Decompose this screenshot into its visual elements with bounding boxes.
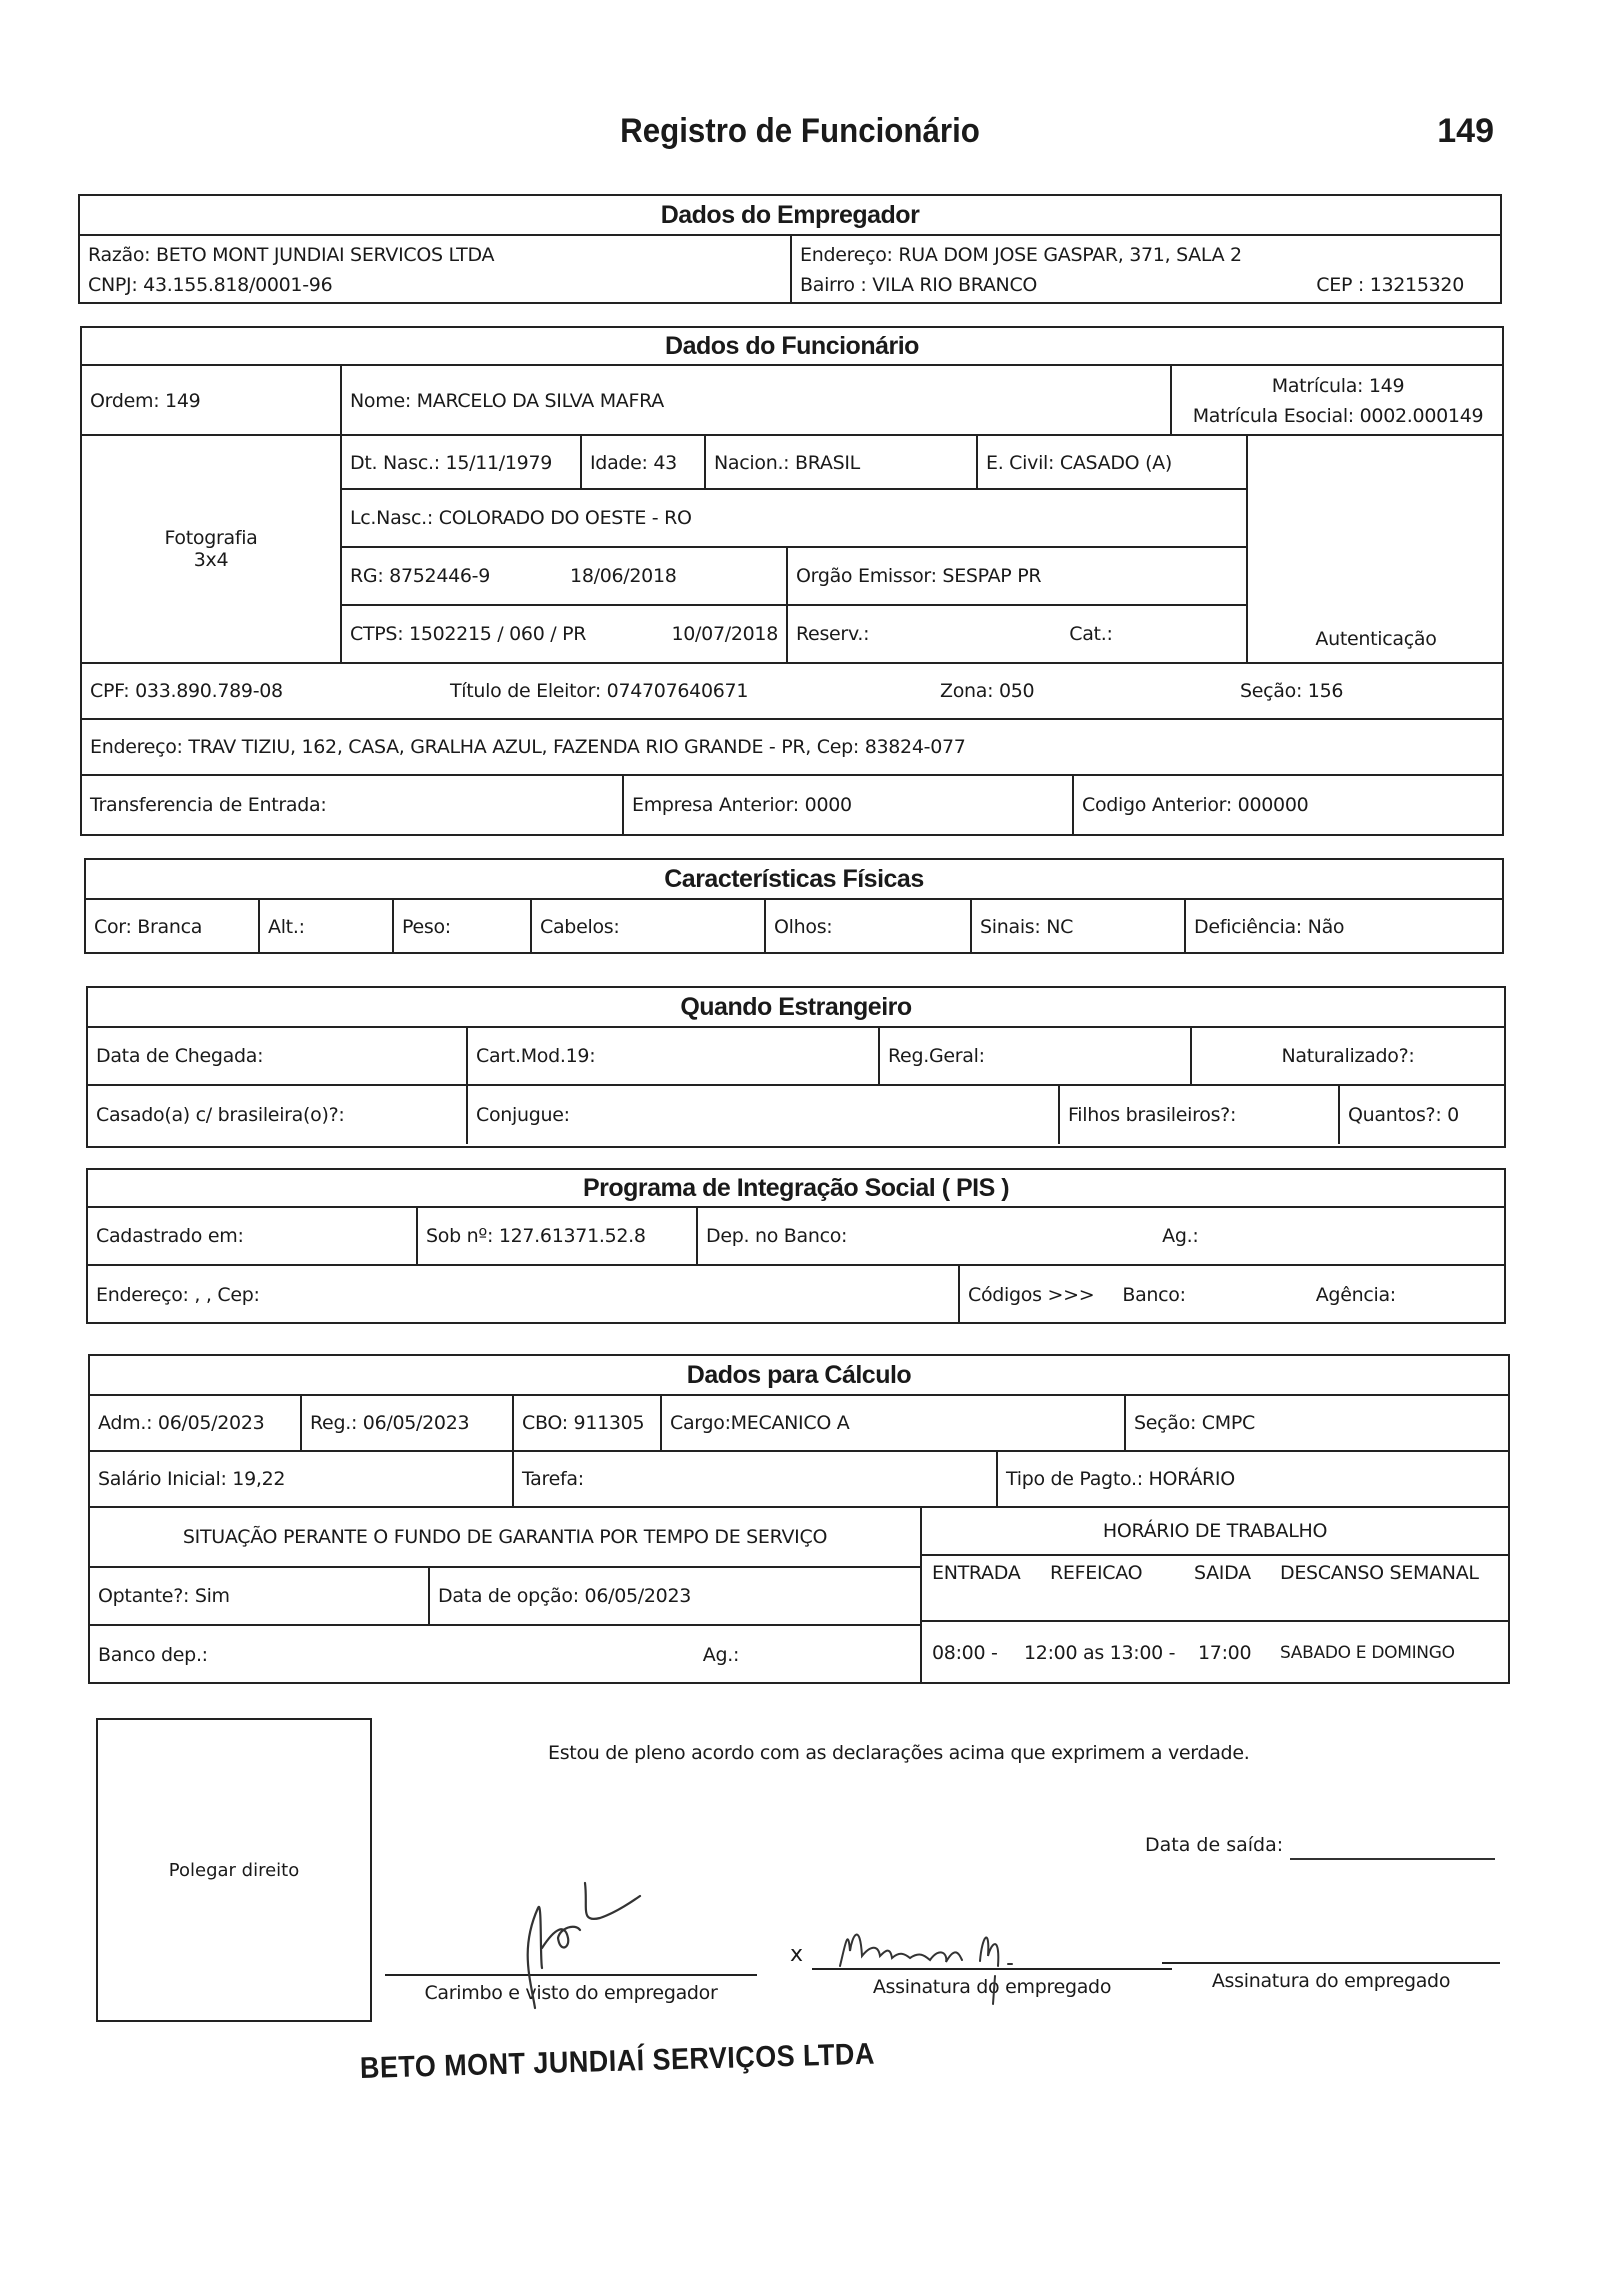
reg-cell bbox=[302, 1396, 514, 1450]
filhos-brasileiros-cell bbox=[1060, 1086, 1340, 1144]
horario-headers-row bbox=[922, 1556, 1508, 1622]
dep-banco-value: Dep. no Banco: bbox=[706, 1225, 848, 1247]
page-number: 149 bbox=[1437, 112, 1494, 150]
horario-refeicao-value: 12:00 as 13:00 - bbox=[1024, 1642, 1176, 1664]
orgao-emissor-cell bbox=[786, 546, 1246, 604]
pis-banco-value: Banco: bbox=[1122, 1284, 1186, 1306]
autenticacao-label: Autenticação bbox=[1315, 628, 1437, 650]
ctps-cell bbox=[340, 604, 786, 662]
calc-section bbox=[88, 1354, 1510, 1684]
thumbprint-box bbox=[96, 1718, 372, 2022]
conjugue-value: Conjugue: bbox=[476, 1104, 570, 1126]
cbo-cell bbox=[514, 1396, 662, 1450]
horario-descanso-value: SABADO E DOMINGO bbox=[1280, 1643, 1455, 1663]
employee-signature-label-1: Assinatura do empregado bbox=[872, 1976, 1112, 1998]
cat-value: Cat.: bbox=[1069, 623, 1113, 645]
data-chegada-cell bbox=[88, 1028, 468, 1084]
pis-section-title: Programa de Integração Social ( PIS ) bbox=[88, 1170, 1504, 1208]
adm-value: Adm.: 06/05/2023 bbox=[98, 1412, 265, 1434]
calc-section-title: Dados para Cálculo bbox=[90, 1356, 1508, 1396]
ordem-value: Ordem: 149 bbox=[90, 390, 201, 412]
cargo-value: Cargo:MECANICO A bbox=[670, 1412, 850, 1434]
secao-value: Seção: CMPC bbox=[1134, 1412, 1255, 1434]
employer-address: Endereço: RUA DOM JOSE GASPAR, 371, SALA 2 bbox=[800, 244, 1242, 266]
reserv-cat-cell bbox=[786, 604, 1246, 662]
thumbprint-label: Polegar direito bbox=[168, 1859, 300, 1881]
horario-header-refeicao: REFEICAO bbox=[1050, 1562, 1143, 1584]
fgts-title: SITUAÇÃO PERANTE O FUNDO DE GARANTIA POR TEMPO DE SERVIÇO bbox=[182, 1526, 828, 1548]
pis-section bbox=[86, 1168, 1506, 1324]
idade-cell bbox=[580, 436, 704, 490]
signature-x-mark: x bbox=[790, 1942, 804, 1967]
employee-signature-label-2: Assinatura do empregado bbox=[1211, 1970, 1451, 1992]
reg-geral-value: Reg.Geral: bbox=[888, 1045, 985, 1067]
secao-cell bbox=[1126, 1396, 1508, 1450]
documents-row bbox=[82, 662, 1502, 718]
pis-agencia-value: Agência: bbox=[1315, 1284, 1396, 1306]
idade-value: Idade: 43 bbox=[590, 452, 677, 474]
dt-nasc-cell bbox=[340, 436, 580, 490]
autenticacao-box bbox=[1246, 436, 1504, 662]
transferencia-cell bbox=[82, 774, 622, 834]
banco-dep-cell bbox=[90, 1626, 920, 1684]
sinais-value: Sinais: NC bbox=[980, 916, 1074, 938]
nacion-cell bbox=[704, 436, 976, 490]
photo-label: Fotografia bbox=[164, 527, 258, 549]
adm-cell bbox=[90, 1396, 302, 1450]
conjugue-cell bbox=[468, 1086, 1060, 1144]
matricula-cell bbox=[1170, 366, 1504, 436]
pis-ag-value: Ag.: bbox=[1162, 1225, 1199, 1247]
casado-brasileira-value: Casado(a) c/ brasileira(o)?: bbox=[96, 1104, 345, 1126]
employee-signature-line-2[interactable] bbox=[1162, 1962, 1500, 1964]
employer-section-title: Dados do Empregador bbox=[80, 196, 1500, 236]
employer-cep: CEP : 13215320 bbox=[1316, 274, 1464, 296]
pis-number-value: Sob nº: 127.61371.52.8 bbox=[426, 1225, 646, 1247]
employer-address-cell bbox=[792, 236, 1500, 304]
employee-address-value: Endereço: TRAV TIZIU, 162, CASA, GRALHA AZUL, FAZENDA RIO GRANDE - PR, Cep: 83824-077 bbox=[90, 736, 966, 758]
empresa-anterior-value: Empresa Anterior: 0000 bbox=[632, 794, 852, 816]
cargo-cell bbox=[662, 1396, 1126, 1450]
pis-codigos-cell bbox=[960, 1266, 1504, 1324]
fgts-panel bbox=[90, 1508, 922, 1684]
cadastrado-em-cell bbox=[88, 1208, 418, 1264]
cart-mod-value: Cart.Mod.19: bbox=[476, 1045, 596, 1067]
estado-civil-cell bbox=[976, 436, 1246, 490]
employer-razao: Razão: BETO MONT JUNDIAI SERVICOS LTDA bbox=[88, 244, 495, 266]
matricula-value: Matrícula: 149 bbox=[1271, 374, 1405, 397]
dep-banco-cell bbox=[698, 1208, 1504, 1264]
data-opcao-value: Data de opção: 06/05/2023 bbox=[438, 1585, 692, 1607]
dt-nasc-value: Dt. Nasc.: 15/11/1979 bbox=[350, 452, 553, 474]
horario-header-saida: SAIDA bbox=[1194, 1562, 1251, 1584]
cart-mod-cell bbox=[468, 1028, 880, 1084]
pis-endereco-value: Endereço: , , Cep: bbox=[96, 1284, 260, 1306]
cbo-value: CBO: 911305 bbox=[522, 1412, 645, 1434]
horario-panel bbox=[922, 1508, 1508, 1684]
rg-value: RG: 8752446-9 bbox=[350, 565, 491, 587]
optante-value: Optante?: Sim bbox=[98, 1585, 230, 1607]
quantos-value: Quantos?: 0 bbox=[1348, 1104, 1459, 1126]
orgao-emissor-value: Orgão Emissor: SESPAP PR bbox=[796, 565, 1042, 587]
lc-nasc-value: Lc.Nasc.: COLORADO DO OESTE - RO bbox=[350, 507, 692, 529]
cor-value: Cor: Branca bbox=[94, 916, 203, 938]
codigos-label: Códigos >>> bbox=[968, 1284, 1095, 1306]
naturalizado-value: Naturalizado?: bbox=[1281, 1045, 1415, 1067]
titulo-eleitor-value: Título de Eleitor: 074707640671 bbox=[450, 680, 749, 702]
pis-endereco-cell bbox=[88, 1266, 960, 1324]
fgts-title-cell bbox=[90, 1508, 920, 1568]
optante-cell bbox=[90, 1568, 430, 1624]
foreigner-section bbox=[86, 986, 1506, 1148]
deficiencia-cell bbox=[1186, 900, 1502, 954]
horario-saida-value: 17:00 bbox=[1198, 1642, 1252, 1664]
codigo-anterior-cell bbox=[1072, 774, 1502, 834]
employer-signature-icon bbox=[480, 1868, 680, 2018]
tipo-pagto-value: Tipo de Pagto.: HORÁRIO bbox=[1006, 1468, 1235, 1490]
physical-section bbox=[84, 858, 1504, 954]
data-chegada-value: Data de Chegada: bbox=[96, 1045, 264, 1067]
rg-cell bbox=[340, 546, 786, 604]
codigo-anterior-value: Codigo Anterior: 000000 bbox=[1082, 794, 1309, 816]
physical-section-title: Características Físicas bbox=[86, 860, 1502, 900]
page-title: Registro de Funcionário bbox=[620, 112, 980, 150]
peso-cell bbox=[394, 900, 532, 954]
sinais-cell bbox=[972, 900, 1186, 954]
secao-eleitoral-value: Seção: 156 bbox=[1240, 680, 1344, 702]
quantos-cell bbox=[1340, 1086, 1504, 1144]
cabelos-cell bbox=[532, 900, 766, 954]
horario-title: HORÁRIO DE TRABALHO bbox=[1102, 1520, 1328, 1542]
data-saida-field[interactable] bbox=[1290, 1858, 1495, 1860]
estado-civil-value: E. Civil: CASADO (A) bbox=[986, 452, 1172, 474]
fgts-ag-value: Ag.: bbox=[702, 1644, 740, 1666]
reg-geral-cell bbox=[880, 1028, 1192, 1084]
data-saida-label: Data de saída: bbox=[1145, 1834, 1284, 1856]
employer-bairro: Bairro : VILA RIO BRANCO bbox=[800, 274, 1038, 296]
photo-placeholder bbox=[82, 436, 340, 662]
cpf-value: CPF: 033.890.789-08 bbox=[90, 680, 283, 702]
naturalizado-cell bbox=[1192, 1028, 1504, 1084]
zona-value: Zona: 050 bbox=[940, 680, 1035, 702]
ordem-cell bbox=[82, 366, 340, 436]
salario-value: Salário Inicial: 19,22 bbox=[98, 1468, 286, 1490]
olhos-cell bbox=[766, 900, 972, 954]
ctps-value: CTPS: 1502215 / 060 / PR bbox=[350, 623, 587, 645]
horario-values-row bbox=[922, 1622, 1508, 1684]
nome-cell bbox=[340, 366, 1250, 436]
photo-size-label: 3x4 bbox=[193, 549, 229, 571]
horario-entrada-value: 08:00 - bbox=[932, 1642, 998, 1664]
employee-section bbox=[80, 326, 1504, 836]
casado-brasileira-cell bbox=[88, 1086, 468, 1144]
data-opcao-cell bbox=[430, 1568, 920, 1624]
tarefa-cell bbox=[514, 1452, 998, 1506]
reserv-value: Reserv.: bbox=[796, 623, 870, 645]
sob-no-cell bbox=[418, 1208, 698, 1264]
employer-id-cell bbox=[80, 236, 792, 304]
employer-cnpj: CNPJ: 43.155.818/0001-96 bbox=[88, 274, 333, 296]
tarefa-value: Tarefa: bbox=[522, 1468, 584, 1490]
declaration-text: Estou de pleno acordo com as declarações acima que exprimem a verdade. bbox=[548, 1742, 1250, 1764]
nacion-value: Nacion.: BRASIL bbox=[714, 452, 860, 474]
olhos-value: Olhos: bbox=[774, 916, 833, 938]
altura-cell bbox=[260, 900, 394, 954]
reg-value: Reg.: 06/05/2023 bbox=[310, 1412, 470, 1434]
cor-cell bbox=[86, 900, 260, 954]
horario-title-cell bbox=[922, 1508, 1508, 1556]
altura-value: Alt.: bbox=[268, 916, 305, 938]
horario-header-entrada: ENTRADA bbox=[932, 1562, 1021, 1584]
employer-section bbox=[78, 194, 1502, 304]
employee-address-row bbox=[82, 718, 1502, 774]
matricula-esocial-value: Matrícula Esocial: 0002.000149 bbox=[1192, 405, 1484, 428]
foreigner-section-title: Quando Estrangeiro bbox=[88, 988, 1504, 1028]
filhos-brasileiros-value: Filhos brasileiros?: bbox=[1068, 1104, 1237, 1126]
employee-signature-icon bbox=[830, 1916, 1090, 2006]
cabelos-value: Cabelos: bbox=[540, 916, 620, 938]
horario-header-descanso: DESCANSO SEMANAL bbox=[1280, 1562, 1479, 1584]
transferencia-value: Transferencia de Entrada: bbox=[90, 794, 327, 816]
company-stamp: BETO MONT JUNDIAÍ SERVIÇOS LTDA bbox=[359, 2037, 876, 2085]
banco-dep-value: Banco dep.: bbox=[98, 1644, 208, 1666]
nome-value: Nome: MARCELO DA SILVA MAFRA bbox=[350, 390, 664, 412]
cadastrado-em-value: Cadastrado em: bbox=[96, 1225, 244, 1247]
tipo-pagto-cell bbox=[998, 1452, 1508, 1506]
employee-section-title: Dados do Funcionário bbox=[82, 328, 1502, 366]
lc-nasc-cell bbox=[340, 488, 1246, 546]
salario-cell bbox=[90, 1452, 514, 1506]
deficiencia-value: Deficiência: Não bbox=[1194, 916, 1345, 938]
empresa-anterior-cell bbox=[622, 774, 1072, 834]
rg-date-value: 18/06/2018 bbox=[570, 565, 677, 587]
peso-value: Peso: bbox=[402, 916, 451, 938]
ctps-date-value: 10/07/2018 bbox=[671, 623, 778, 645]
employer-signature-label: Carimbo e visto do empregador bbox=[424, 1982, 718, 2004]
